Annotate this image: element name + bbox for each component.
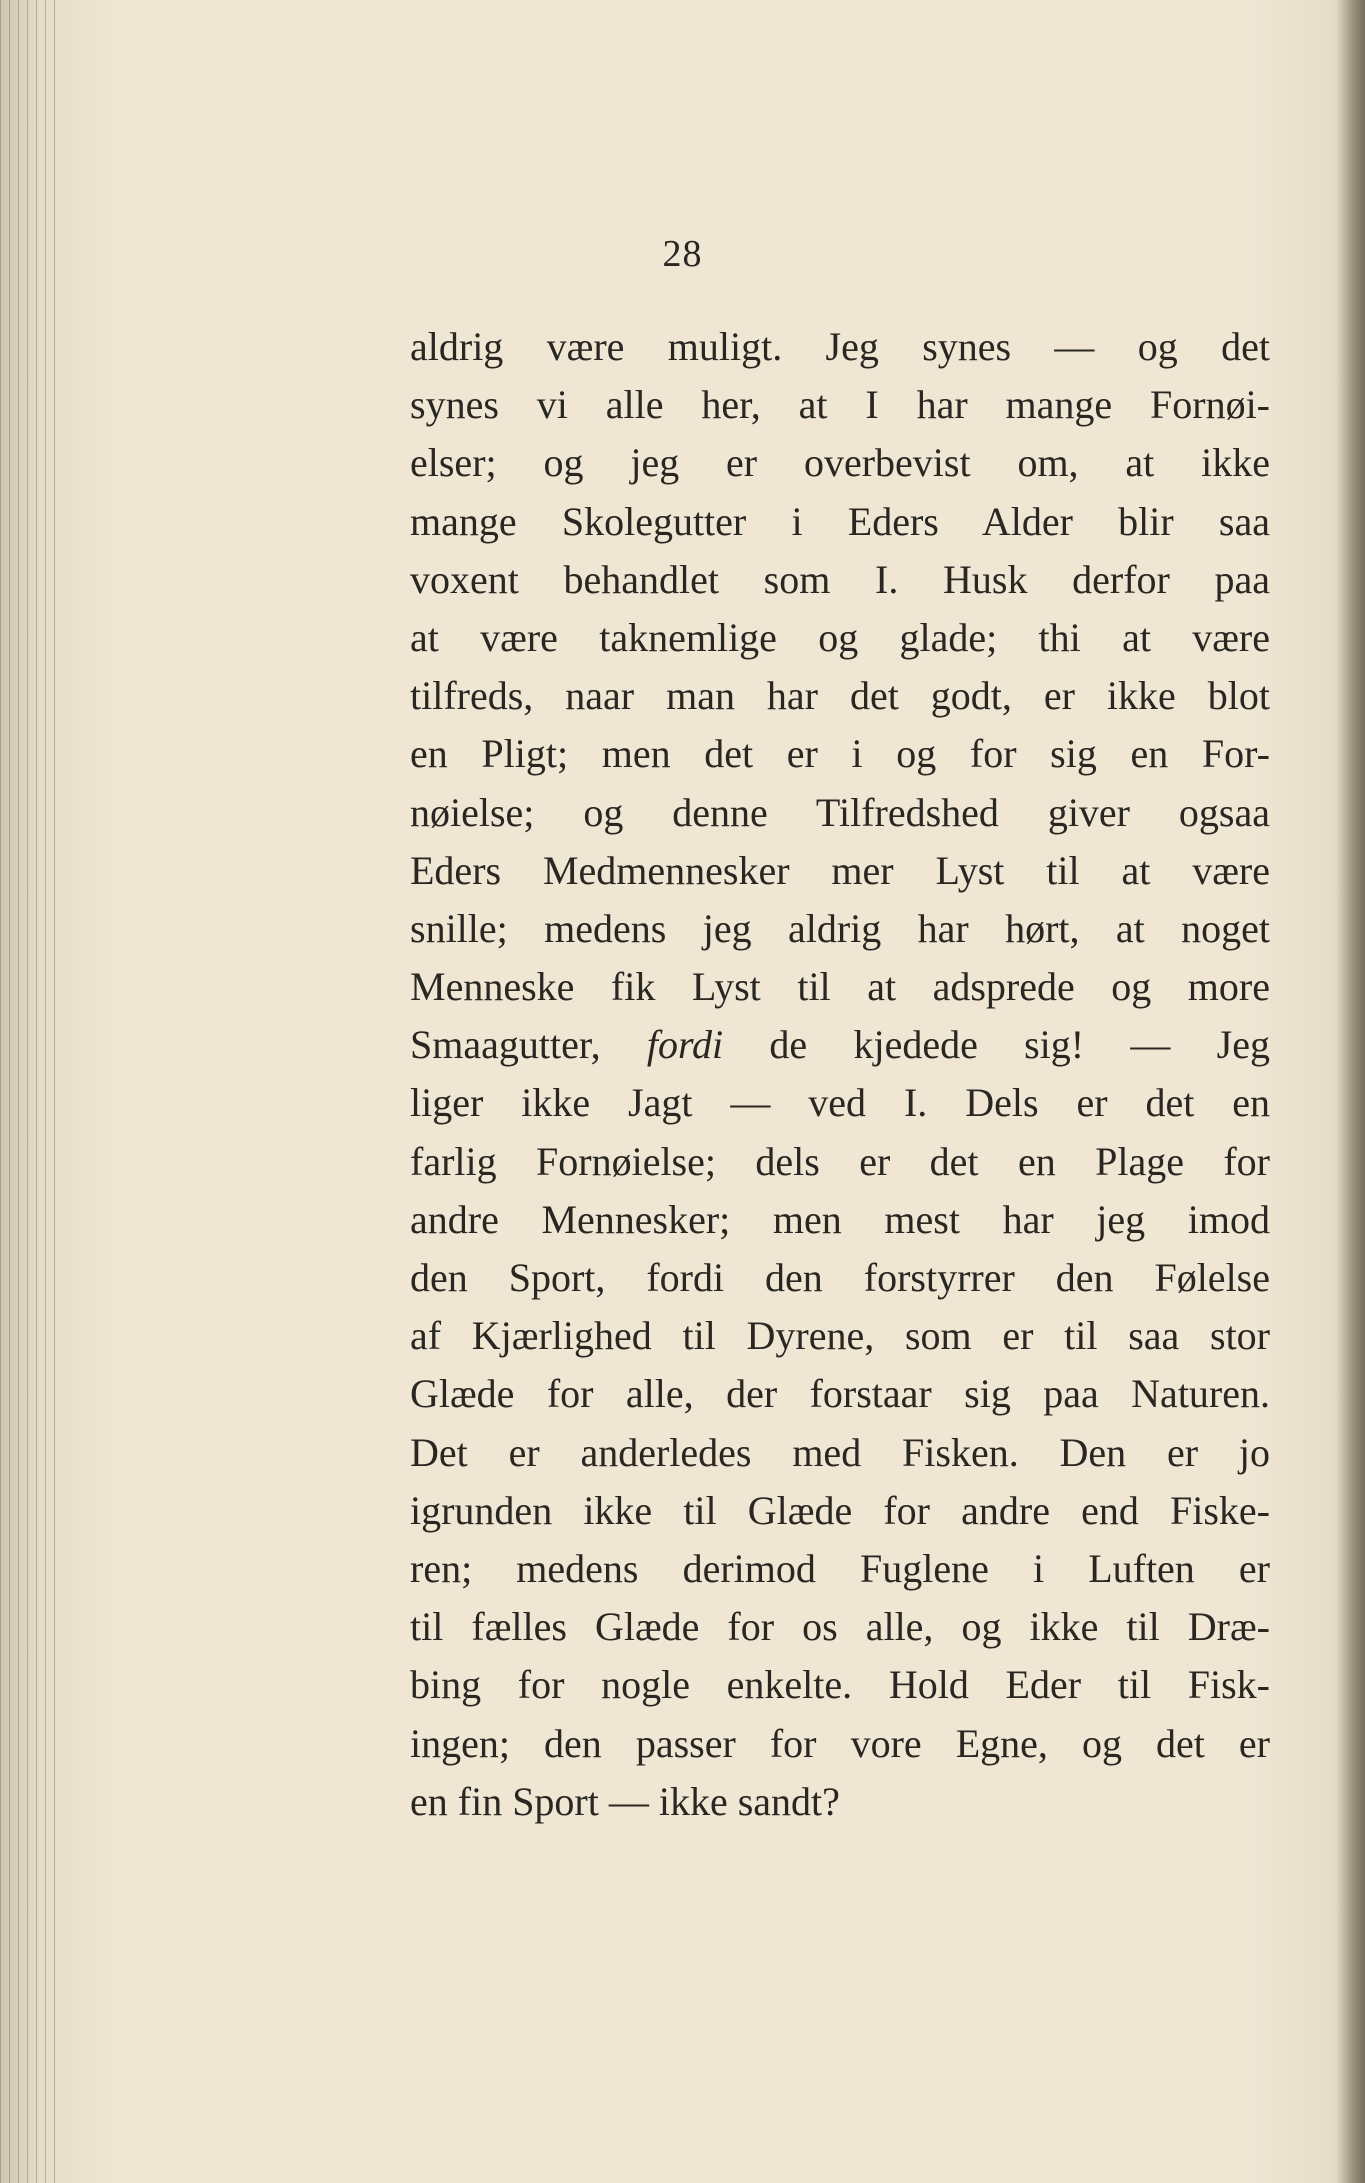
text-line: Det er anderledes med Fisken. Den er jo [410,1429,1270,1475]
text-line: tilfreds, naar man har det godt, er ikke blot [410,673,1270,719]
text-line: Menneske fik Lyst til at adsprede og more [410,964,1270,1010]
text-line: den Sport, fordi den forstyrrer den Følelse [410,1255,1270,1300]
text-line: til fælles Glæde for os alle, og ikke til Dræ- [410,1604,1270,1650]
text-line: bing for nogle enkelte. Hold Eder til Fisk- [410,1662,1270,1708]
text-segment: Smaagutter, [410,1022,647,1068]
text-line: nøielse; og denne Tilfredshed giver ogsaa [410,789,1270,835]
text-line: af Kjærlighed til Dyrene, som er til saa stor [410,1313,1270,1359]
text-line: elser; og jeg er overbevist om, at ikke [410,440,1270,486]
binding-edge [0,0,60,2183]
text-segment: de kjedede sig! — Jeg [723,1022,1270,1068]
text-line: snille; medens jeg aldrig har hørt, at noget [410,905,1270,951]
text-line: liger ikke Jagt — ved I. Dels er det en [410,1080,1270,1126]
text-line: at være taknemlige og glade; thi at være [410,614,1270,660]
italic-emphasis: fordi [646,1022,724,1068]
text-line: Glæde for alle, der forstaar sig paa Naturen. [410,1371,1270,1417]
text-line: voxent behandlet som I. Husk derfor paa [410,556,1270,602]
page-number: 28 [662,233,703,275]
text-line: igrunden ikke til Glæde for andre end Fiske- [410,1487,1270,1533]
text-line: mange Skolegutter i Eders Alder blir saa [410,498,1270,544]
text-line: ingen; den passer for vore Egne, og det er [410,1720,1270,1766]
text-line [410,1016,1270,1074]
body-text [410,318,1270,1831]
text-line: en Pligt; men det er i og for sig en For- [410,731,1270,777]
text-line: en fin Sport — ikke sandt? [410,1778,840,1824]
text-line: aldrig være muligt. Jeg synes — og det [410,324,1270,369]
text-line: andre Mennesker; men mest har jeg imod [410,1196,1270,1242]
page-edge-shadow [1337,0,1365,2183]
text-line: farlig Fornøielse; dels er det en Plage for [410,1138,1270,1184]
text-line: ren; medens derimod Fuglene i Luften er [410,1545,1270,1591]
text-line: Eders Medmennesker mer Lyst til at være [410,847,1270,893]
text-line: synes vi alle her, at I har mange Fornøi- [410,382,1270,428]
